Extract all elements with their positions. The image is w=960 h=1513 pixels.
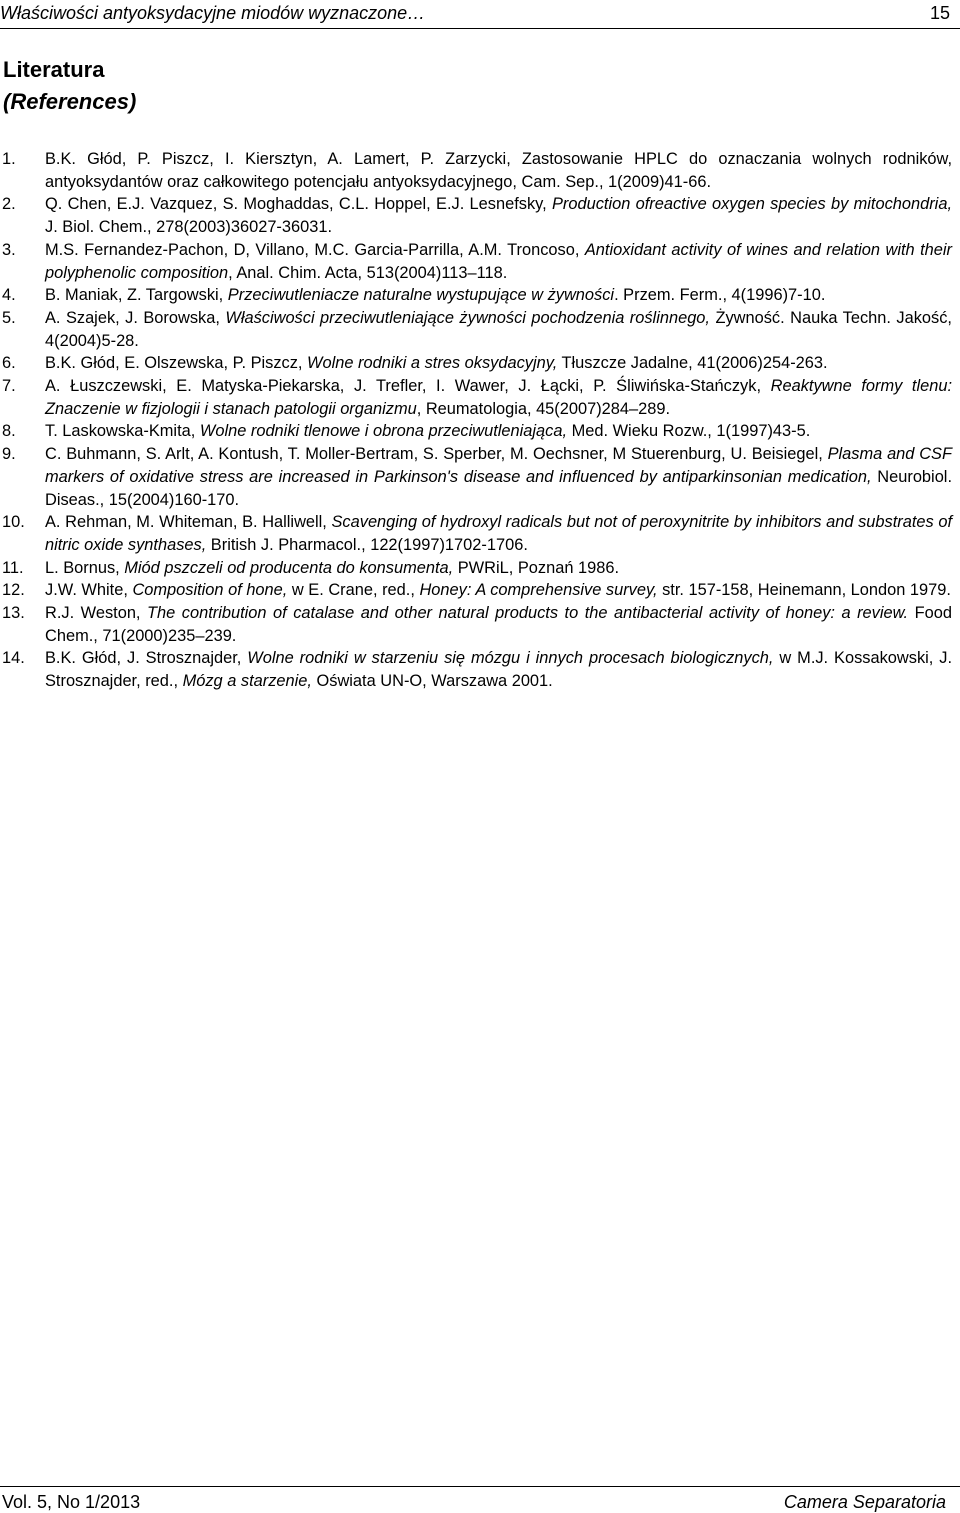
reference-number: 4. <box>2 286 16 305</box>
reference-item <box>0 239 952 284</box>
footer-journal: Camera Separatoria <box>783 1492 946 1512</box>
reference-number: 8. <box>2 422 16 441</box>
page-header <box>0 0 960 29</box>
reference-title: Production ofreactive oxygen species by mitochondria, <box>551 195 952 214</box>
reference-title: Wolne rodniki tlenowe i obrona przeciwutleniająca, <box>199 422 568 441</box>
reference-book-title: Honey: A comprehensive survey, <box>419 581 658 600</box>
reference-source: Tłuszcze Jadalne, 41(2006)254-263. <box>557 354 828 373</box>
reference-authors: R.J. Weston, <box>45 604 148 623</box>
reference-item <box>0 193 952 238</box>
reference-number: 7. <box>2 377 16 396</box>
reference-item <box>0 602 952 647</box>
reference-source: Cam. Sep., 1(2009)41-66. <box>516 172 712 191</box>
reference-number: 6. <box>2 354 16 373</box>
reference-title: Zastosowanie HPLC do oznaczania wolnych rodników, antyoksydantów oraz całkowitego potencjału antyoksydacyjnego, <box>45 150 953 191</box>
reference-item <box>0 420 952 443</box>
reference-title: Wolne rodniki w starzeniu się mózgu i innych procesach biologicznych, <box>247 649 774 668</box>
reference-source: Neurobiol. Diseas., 15(2004)160-170. <box>45 467 953 509</box>
reference-number: 1. <box>2 150 16 168</box>
reference-item <box>0 148 952 193</box>
reference-authors: B.K. Głód, J. Strosznajder, <box>45 649 248 668</box>
reference-authors: T. Laskowska-Kmita, <box>45 422 200 441</box>
reference-title: Wolne rodniki a stres oksydacyjny, <box>307 354 558 373</box>
reference-number: 12. <box>2 581 25 600</box>
reference-authors: C. Buhmann, S. Arlt, A. Kontush, T. Moller-Bertram, S. Sperber, M. Oechsner, M Stuerenburg, U. Beisiegel, <box>45 445 828 464</box>
reference-authors: A. Szajek, J. Borowska, <box>45 308 226 327</box>
reference-title: Composition of hone, <box>132 581 288 600</box>
page-number: 15 <box>929 3 950 23</box>
reference-title: Miód pszczeli od producenta do konsumenta, <box>124 558 454 577</box>
reference-authors: B.K. Głód, P. Piszcz, I. Kiersztyn, A. Lamert, P. Zarzycki, <box>45 150 522 168</box>
reference-title: Właściwości przeciwutleniające żywności pochodzenia roślinnego, <box>225 308 710 327</box>
reference-number: 13. <box>2 604 25 623</box>
reference-title: Scavenging of hydroxyl radicals but not of peroxynitrite by inhibitors and substrates of nitric oxide synthases, <box>45 513 952 554</box>
reference-number: 14. <box>2 649 25 668</box>
page-footer <box>0 1486 960 1513</box>
reference-item <box>0 511 952 556</box>
reference-number: 9. <box>2 445 16 464</box>
reference-authors: Q. Chen, E.J. Vazquez, S. Moghaddas, C.L. Hoppel, E.J. Lesnefsky, <box>45 195 552 214</box>
reference-authors: M.S. Fernandez-Pachon, D, Villano, M.C. Garcia-Parrilla, A.M. Troncoso, <box>45 240 585 259</box>
reference-item <box>0 284 952 307</box>
reference-number: 11. <box>2 558 24 577</box>
reference-item <box>0 307 952 352</box>
footer-volume: Vol. 5, No 1/2013 <box>2 1492 141 1512</box>
running-title: Właściwości antyoksydacyjne miodów wyznaczone… <box>0 3 426 23</box>
reference-authors: J.W. White, <box>45 581 133 600</box>
reference-number: 10. <box>2 513 25 532</box>
reference-source: PWRiL, Poznań 1986. <box>453 558 620 577</box>
reference-book-source: str. 157-158, Heinemann, London 1979. <box>657 581 951 600</box>
reference-source: , Reumatologia, 45(2007)284–289. <box>416 399 671 418</box>
reference-source: British J. Pharmacol., 122(1997)1702-1706. <box>206 535 528 554</box>
reference-title: Reaktywne formy tlenu: Znaczenie w fizjologii i stanach patologii organizmu <box>45 377 953 418</box>
reference-authors: A. Rehman, M. Whiteman, B. Halliwell, <box>45 513 332 532</box>
reference-source: Food Chem., 71(2000)235–239. <box>45 604 953 645</box>
reference-list <box>0 148 952 693</box>
reference-source: . Przem. Ferm., 4(1996)7-10. <box>614 286 826 305</box>
reference-title: Plasma and CSF markers of oxidative stress are increased in Parkinson's disease and influenced by antiparkinsonian medication, <box>45 445 953 486</box>
reference-title: The contribution of catalase and other natural products to the antibacterial activity of honey: a review. <box>147 604 909 623</box>
references-heading <box>3 54 136 118</box>
reference-title: Antioxidant activity of wines and relation with their polyphenolic composition <box>45 240 952 282</box>
reference-source: w E. Crane, red., <box>287 581 420 600</box>
reference-book-title: Mózg a starzenie, <box>182 672 312 691</box>
reference-authors: A. Łuszczewski, E. Matyska-Piekarska, J. Trefler, I. Wawer, J. Łącki, P. Śliwińska-Stańczyk, <box>45 377 771 396</box>
reference-authors: L. Bornus, <box>45 558 125 577</box>
reference-authors: B.K. Głód, E. Olszewska, P. Piszcz, <box>45 354 308 373</box>
reference-source: Med. Wieku Rozw., 1(1997)43-5. <box>567 422 811 441</box>
reference-source: w M.J. Kossakowski, J. Strosznajder, red., <box>45 649 953 691</box>
reference-source: , Anal. Chim. Acta, 513(2004)113–118. <box>228 263 508 282</box>
reference-number: 3. <box>2 240 16 259</box>
reference-source: Żywność. Nauka Techn. Jakość, 4(2004)5-28. <box>45 308 952 350</box>
reference-item <box>0 352 952 375</box>
reference-number: 5. <box>2 308 16 327</box>
references-subtitle: (References) <box>3 89 137 114</box>
reference-title: Przeciwutleniacze naturalne wystupujące w żywności <box>227 286 615 305</box>
reference-item <box>0 579 952 602</box>
reference-item <box>0 375 952 420</box>
reference-source: J. Biol. Chem., 278(2003)36027-36031. <box>45 218 333 237</box>
reference-number: 2. <box>2 195 16 214</box>
references-title: Literatura <box>3 57 105 82</box>
reference-item <box>0 443 952 511</box>
reference-book-source: Oświata UN-O, Warszawa 2001. <box>311 672 553 691</box>
reference-item <box>0 557 952 580</box>
reference-item <box>0 647 952 692</box>
reference-authors: B. Maniak, Z. Targowski, <box>45 286 228 305</box>
